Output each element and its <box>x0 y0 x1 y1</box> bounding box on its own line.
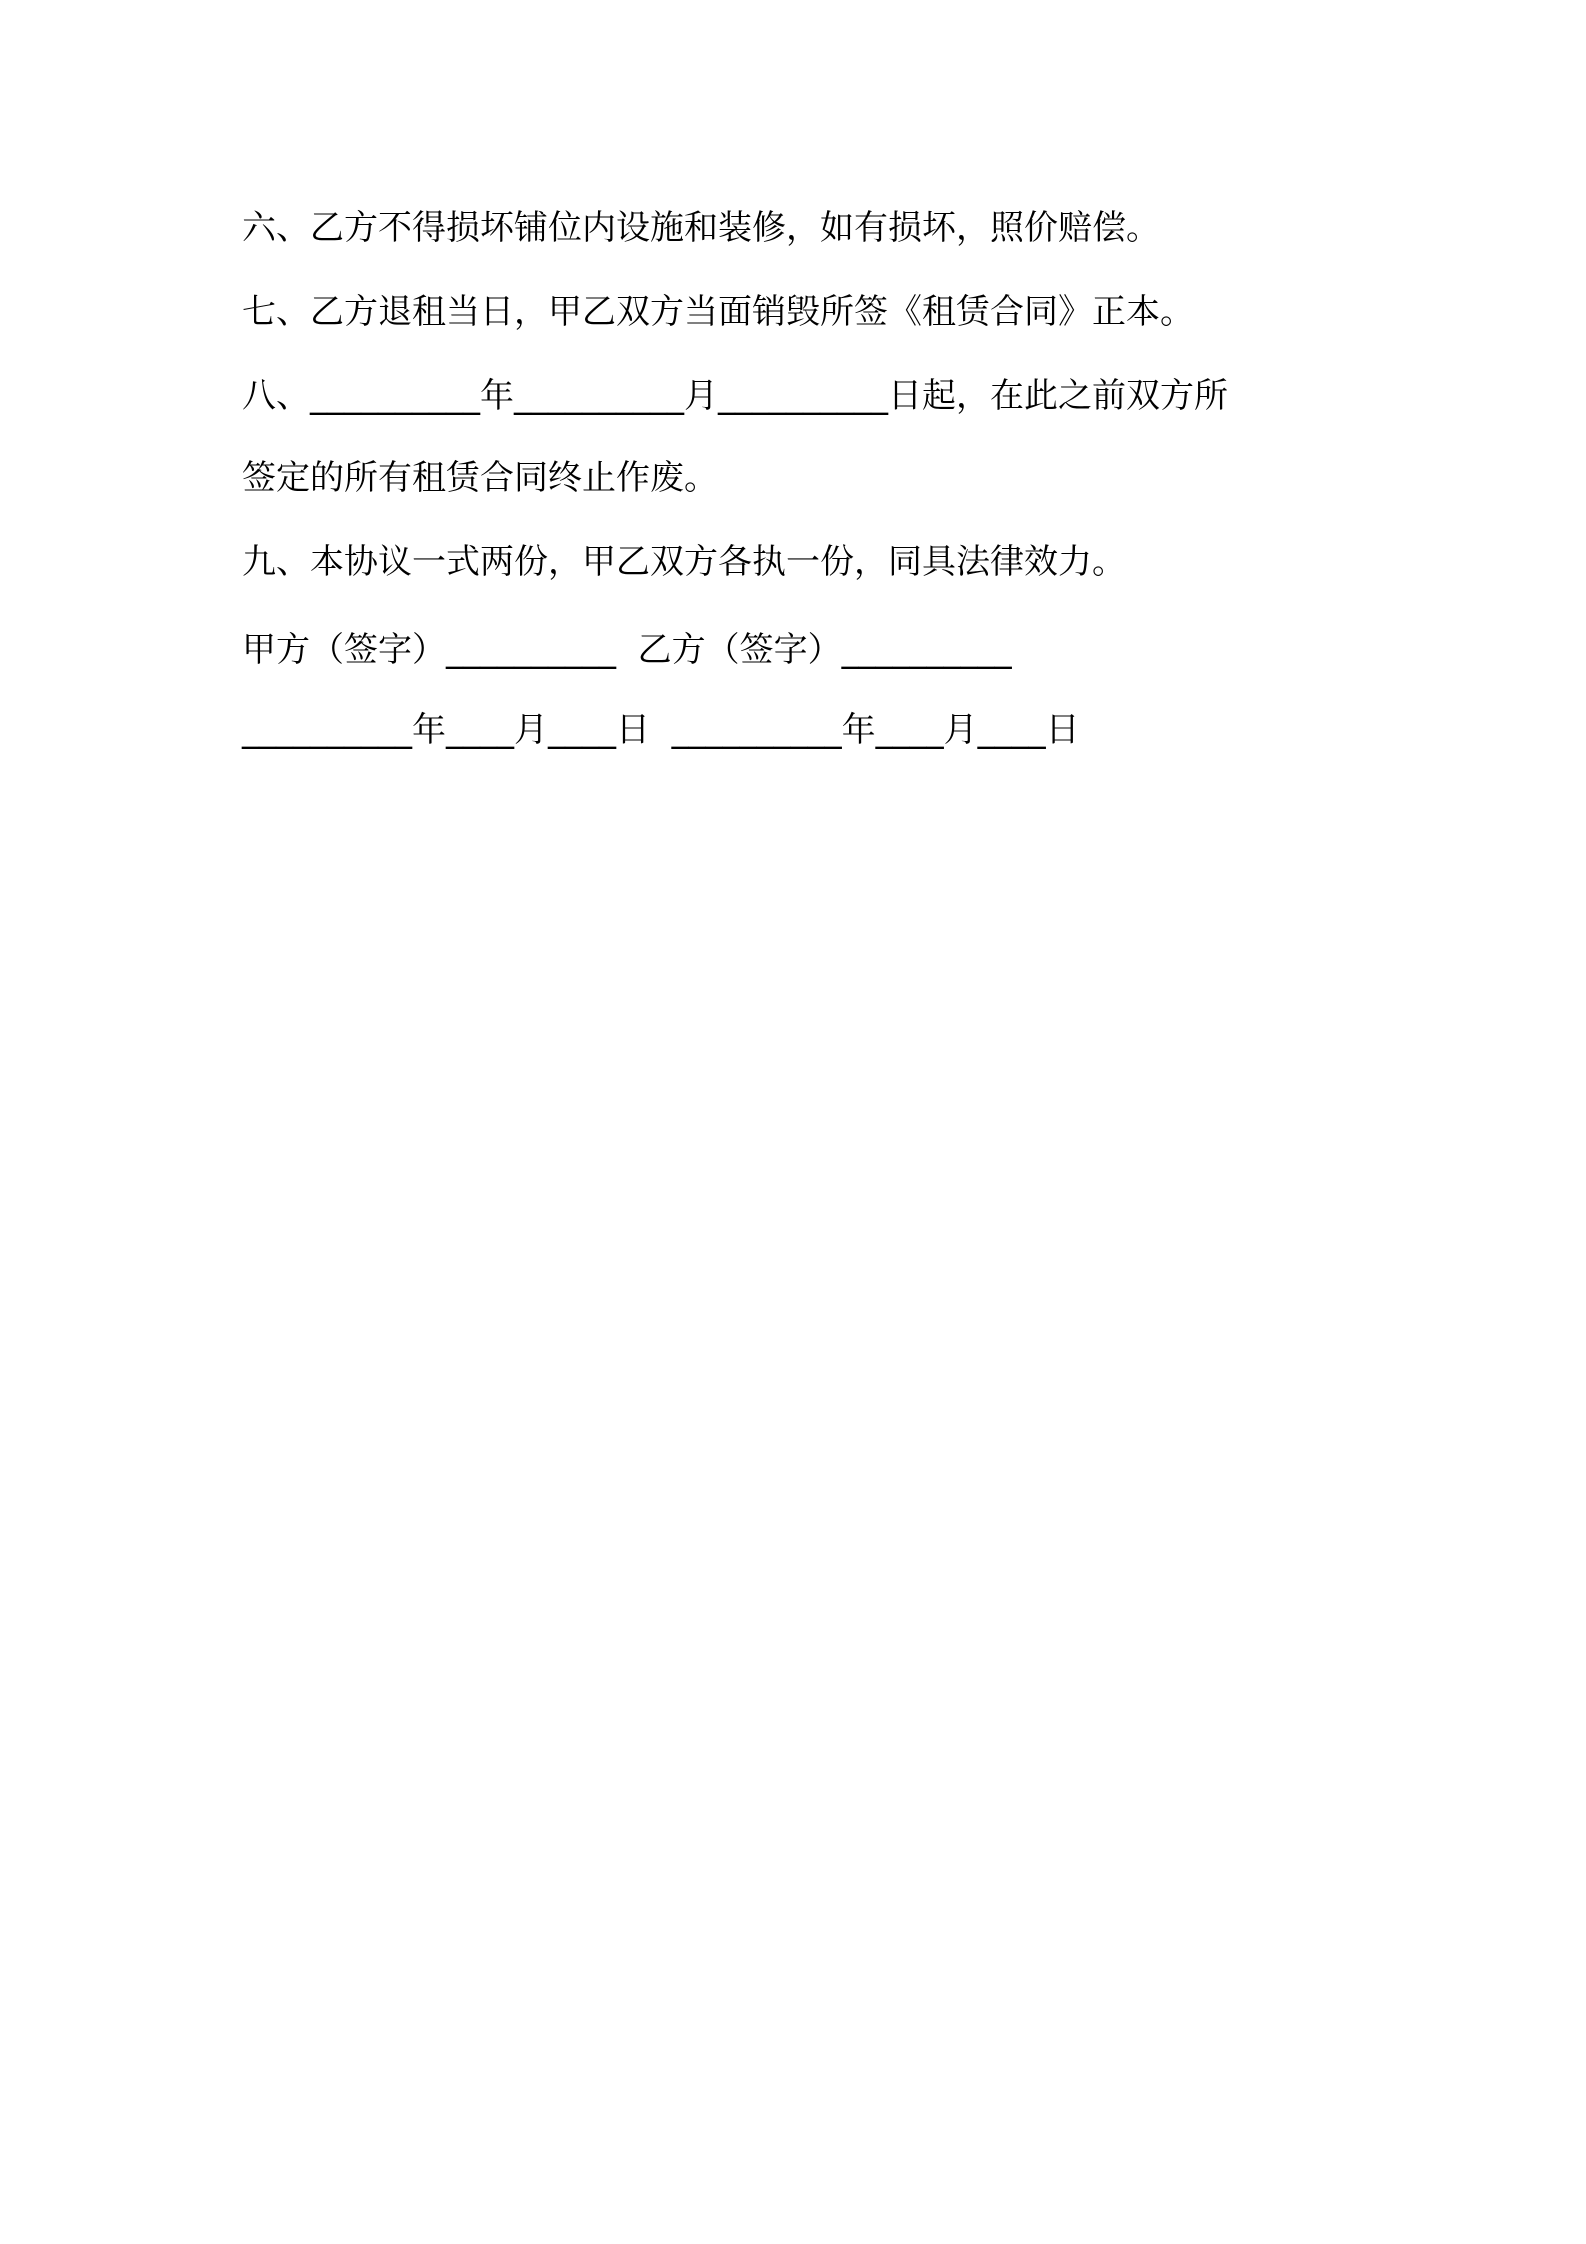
clause-nine: 九、本协议一式两份，甲乙双方各执一份，同具法律效力。 <box>242 542 1126 582</box>
signature-line: 甲方（签字）__________ 乙方（签字）__________ <box>242 630 1012 670</box>
clause-seven: 七、乙方退租当日，甲乙双方当面销毁所签《租赁合同》正本。 <box>242 292 1194 332</box>
clause-six: 六、乙方不得损坏铺位内设施和装修，如有损坏，照价赔偿。 <box>242 208 1160 248</box>
clause-eight-line-1: 八、__________年__________月__________日起，在此之前双方所 <box>242 376 1228 416</box>
date-line: __________年____月____日 __________年____月____日 <box>242 710 1080 750</box>
clause-eight-line-2: 签定的所有租赁合同终止作废。 <box>242 458 718 498</box>
